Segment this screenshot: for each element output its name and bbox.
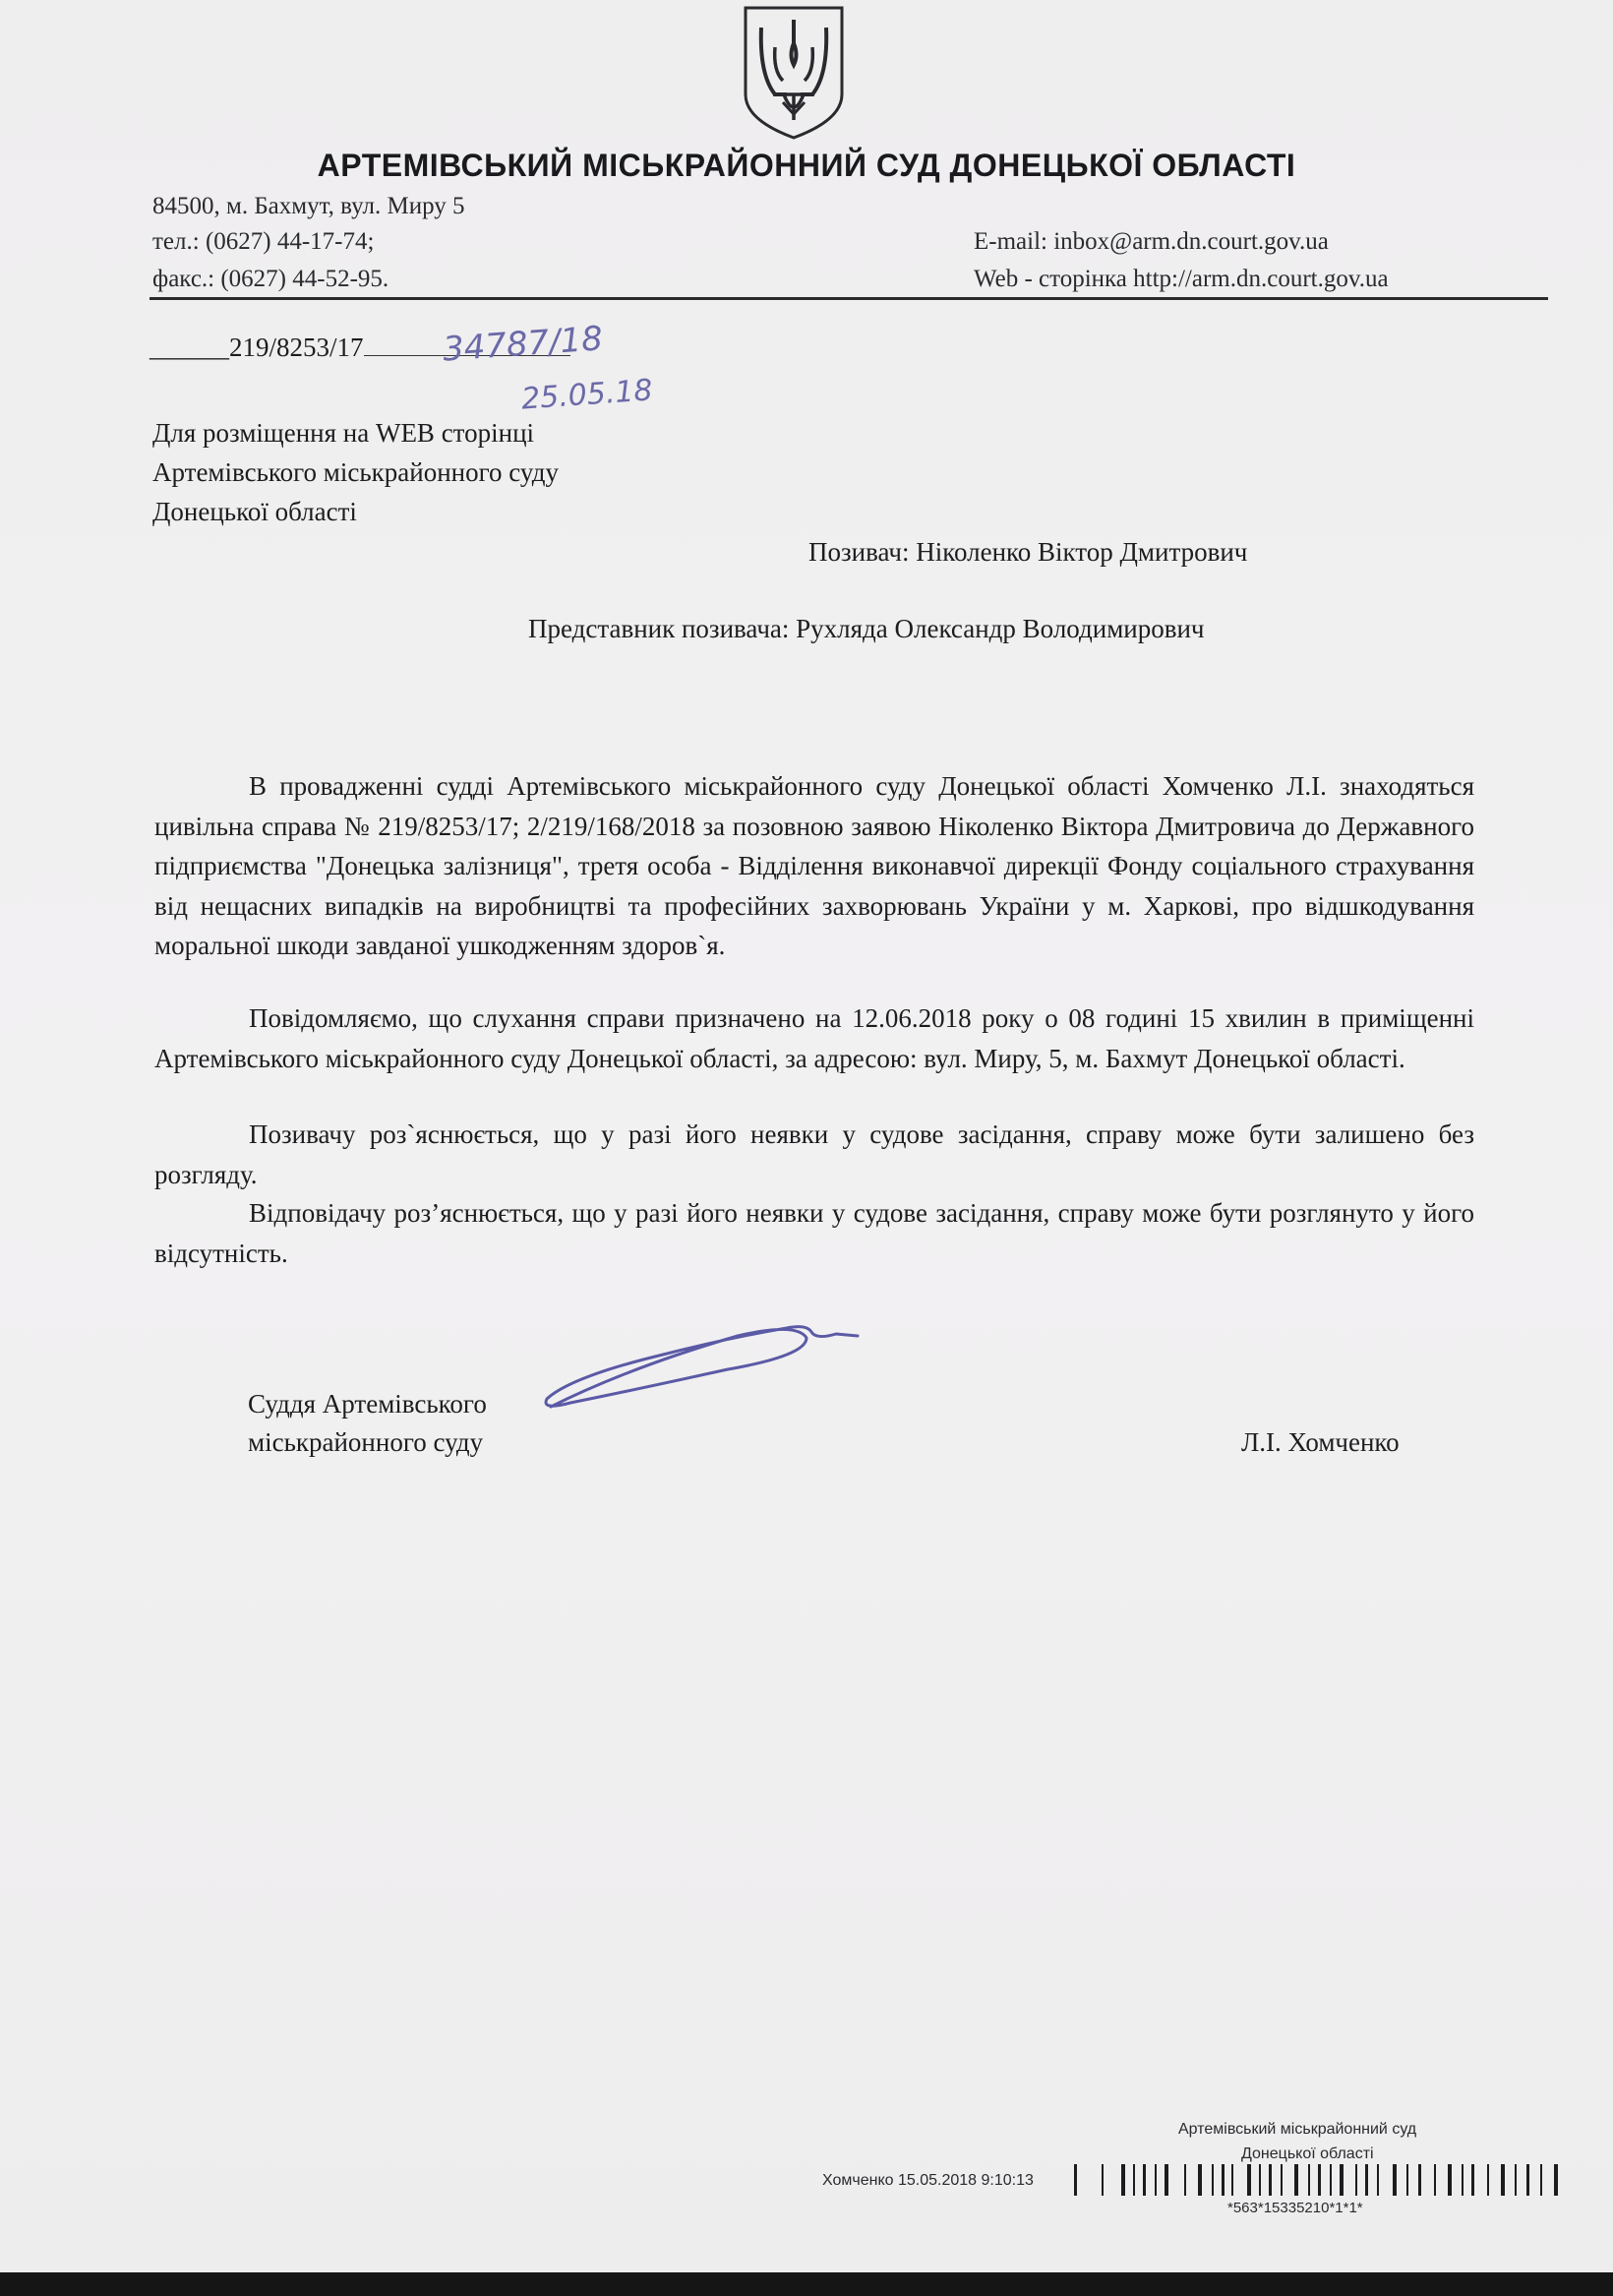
- registration-blank: ______: [149, 332, 229, 362]
- body-paragraph-1: В провадженні судді Артемівського міськрайонного суду Донецької області Хомченко Л.І. знаходяться цивільна справа № 219/8253/17; 2/219/168/2018 за позовною заявою Ніколенко Віктора Дмитровича до Державного підприємства "Донецька залізниця", третя особа - Відділення виконавчої дирекції Фонду соціального страхування від нещасних випадків на виробництві та професійних захворювань України у м. Харкові, про відшкодування моральної шкоди завданої ушкодженням здоров`я.: [154, 771, 1474, 960]
- handwritten-signature: [511, 1308, 866, 1426]
- body-paragraph-3: Позивачу роз`яснюється, що у разі його неявки у судове засідання, справу може бути залишено без розгляду.: [154, 1119, 1474, 1189]
- stamp-court-line-1: Артемівський міськрайонний суд: [1178, 2121, 1417, 2138]
- stamp-registered-by: Хомченко 15.05.2018 9:10:13: [822, 2172, 1034, 2189]
- addressee-line-1: Для розміщення на WEB сторінці: [152, 418, 535, 448]
- addressee-line-2: Артемівського міськрайонного суду: [152, 457, 559, 487]
- handwritten-incoming-number: 34787/18: [441, 319, 605, 370]
- stamp-court-line-2: Донецької області: [1241, 2145, 1374, 2162]
- case-number: 219/8253/17: [229, 332, 364, 362]
- judge-title-line-2: міськрайонного суду: [248, 1427, 484, 1457]
- scan-bottom-edge: [0, 2272, 1613, 2296]
- barcode-icon: [1074, 2164, 1562, 2200]
- body-paragraph-2: Повідомляємо, що слухання справи призначено на 12.06.2018 року о 08 годині 15 хвилин в приміщенні Артемівського міськрайонного суду Донецької області, за адресою: вул. Миру, 5, м. Бахмут Донецької області.: [154, 1003, 1474, 1073]
- court-address: 84500, м. Бахмут, вул. Миру 5: [152, 193, 465, 219]
- body-paragraph-4: Відповідачу роз’яснюється, що у разі його неявки у судове засідання, справу може бути розглянуто у його відсутність.: [154, 1198, 1474, 1268]
- judge-title-line-1: Суддя Артемівського: [248, 1389, 487, 1419]
- court-phone: тел.: (0627) 44-17-74;: [152, 228, 375, 255]
- header-divider: [149, 297, 1548, 300]
- trident-coat-of-arms-icon: [740, 4, 848, 142]
- court-email: E-mail: inbox@arm.dn.court.gov.ua: [974, 228, 1329, 255]
- handwritten-incoming-date: 25.05.18: [519, 373, 654, 417]
- barcode-code: *563*15335210*1*1*: [1227, 2200, 1363, 2216]
- judge-name: Л.І. Хомченко: [1241, 1427, 1400, 1457]
- addressee-line-3: Донецької області: [152, 497, 357, 526]
- court-fax: факс.: (0627) 44-52-95.: [152, 266, 389, 292]
- court-website: Web - сторінка http://arm.dn.court.gov.ua: [974, 266, 1389, 292]
- plaintiff-line: Позивач: Ніколенко Віктор Дмитрович: [808, 537, 1248, 567]
- court-name-heading: АРТЕМІВСЬКИЙ МІСЬКРАЙОННИЙ СУД ДОНЕЦЬКОЇ ОБЛАСТІ: [317, 148, 1296, 183]
- plaintiff-representative-line: Представник позивача: Рухляда Олександр Володимирович: [528, 614, 1205, 643]
